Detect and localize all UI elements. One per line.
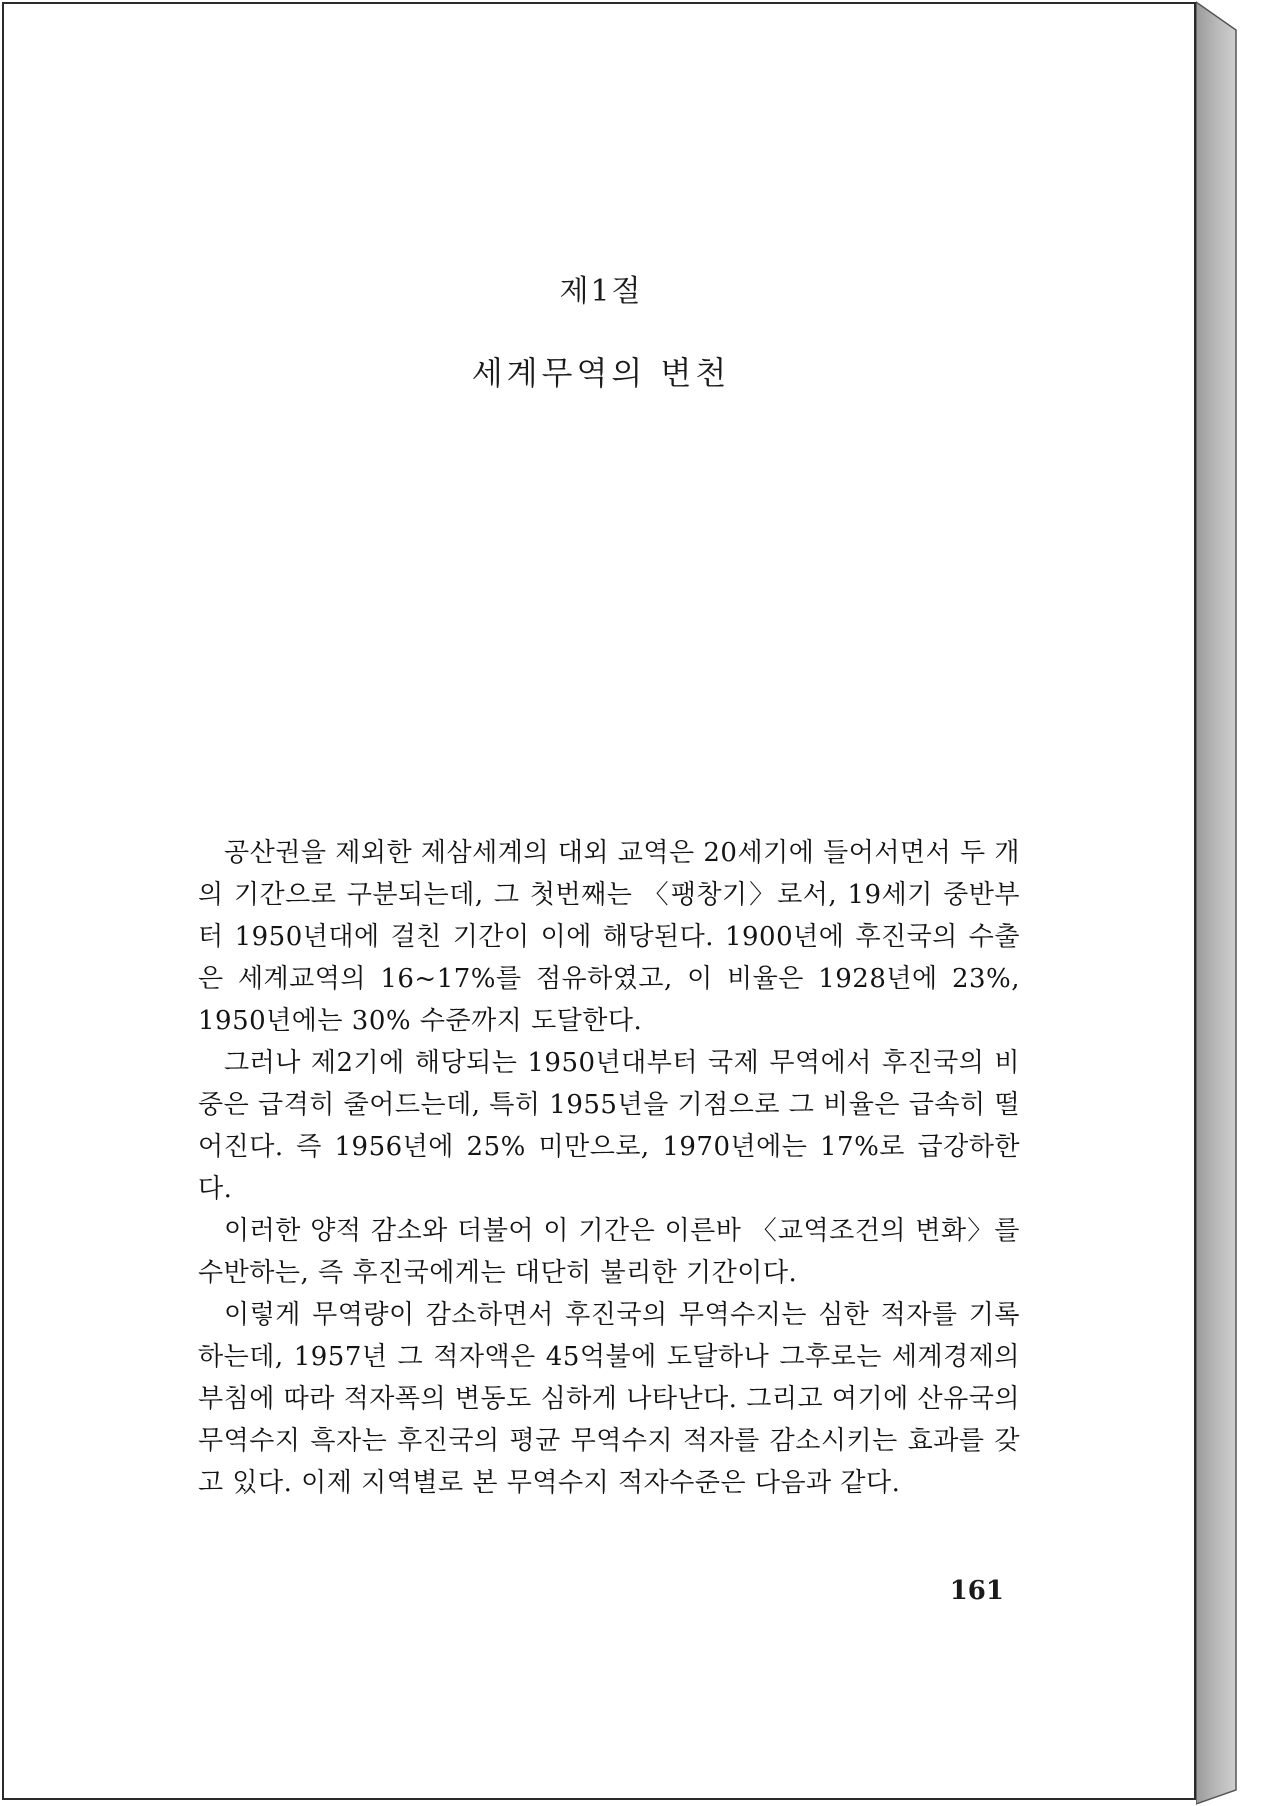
page-number: 161 [949,1576,1004,1606]
section-number: 제1절 [559,274,643,309]
page-stack-edge [1196,0,1240,1806]
paragraph-3: 이러한 양적 감소와 더불어 이 기간은 이른바 〈교역조건의 변화〉를 수반하는, 즉 후진국에게는 대단히 불리한 기간이다. [198,1216,1020,1288]
section-title: 세계무역의 변천 [471,354,731,392]
paragraph-2: 그러나 제2기에 해당되는 1950년대부터 국제 무역에서 후진국의 비중은 급격히 줄어드는데, 특히 1955년을 기점으로 그 비율은 급속히 떨어진다. 즉 1956년에 25% 미만으로, 1970년에는 17%로 급강하한다. [198,1048,1020,1204]
paragraph-4: 이렇게 무역량이 감소하면서 후진국의 무역수지는 심한 적자를 기록하는데, 1957년 그 적자액은 45억불에 도달하나 그후로는 세계경제의 부침에 따라 적자폭의 변동도 심하게 나타난다. 그리고 여기에 산유국의 무역수지 흑자는 후진국의 평균 무역수지 적자를 감소시키는 효과를 갖고 있다. 이제 지역별로 본 무역수지 적자수준은 다음과 같다. [198,1300,1020,1498]
page-stack-edge-shape [1196,0,1240,1806]
body-text [198,832,1020,1504]
book-page [2,2,1196,1800]
paragraph-1: 공산권을 제외한 제삼세계의 대외 교역은 20세기에 들어서면서 두 개의 기간으로 구분되는데, 그 첫번째는 〈팽창기〉로서, 19세기 중반부터 1950년대에 걸친 기간이 이에 해당된다. 1900년에 후진국의 수출은 세계교역의 16~17%를 점유하였고, 이 비율은 1928년에 23%, 1950년에는 30% 수준까지 도달한다. [198,838,1020,1036]
